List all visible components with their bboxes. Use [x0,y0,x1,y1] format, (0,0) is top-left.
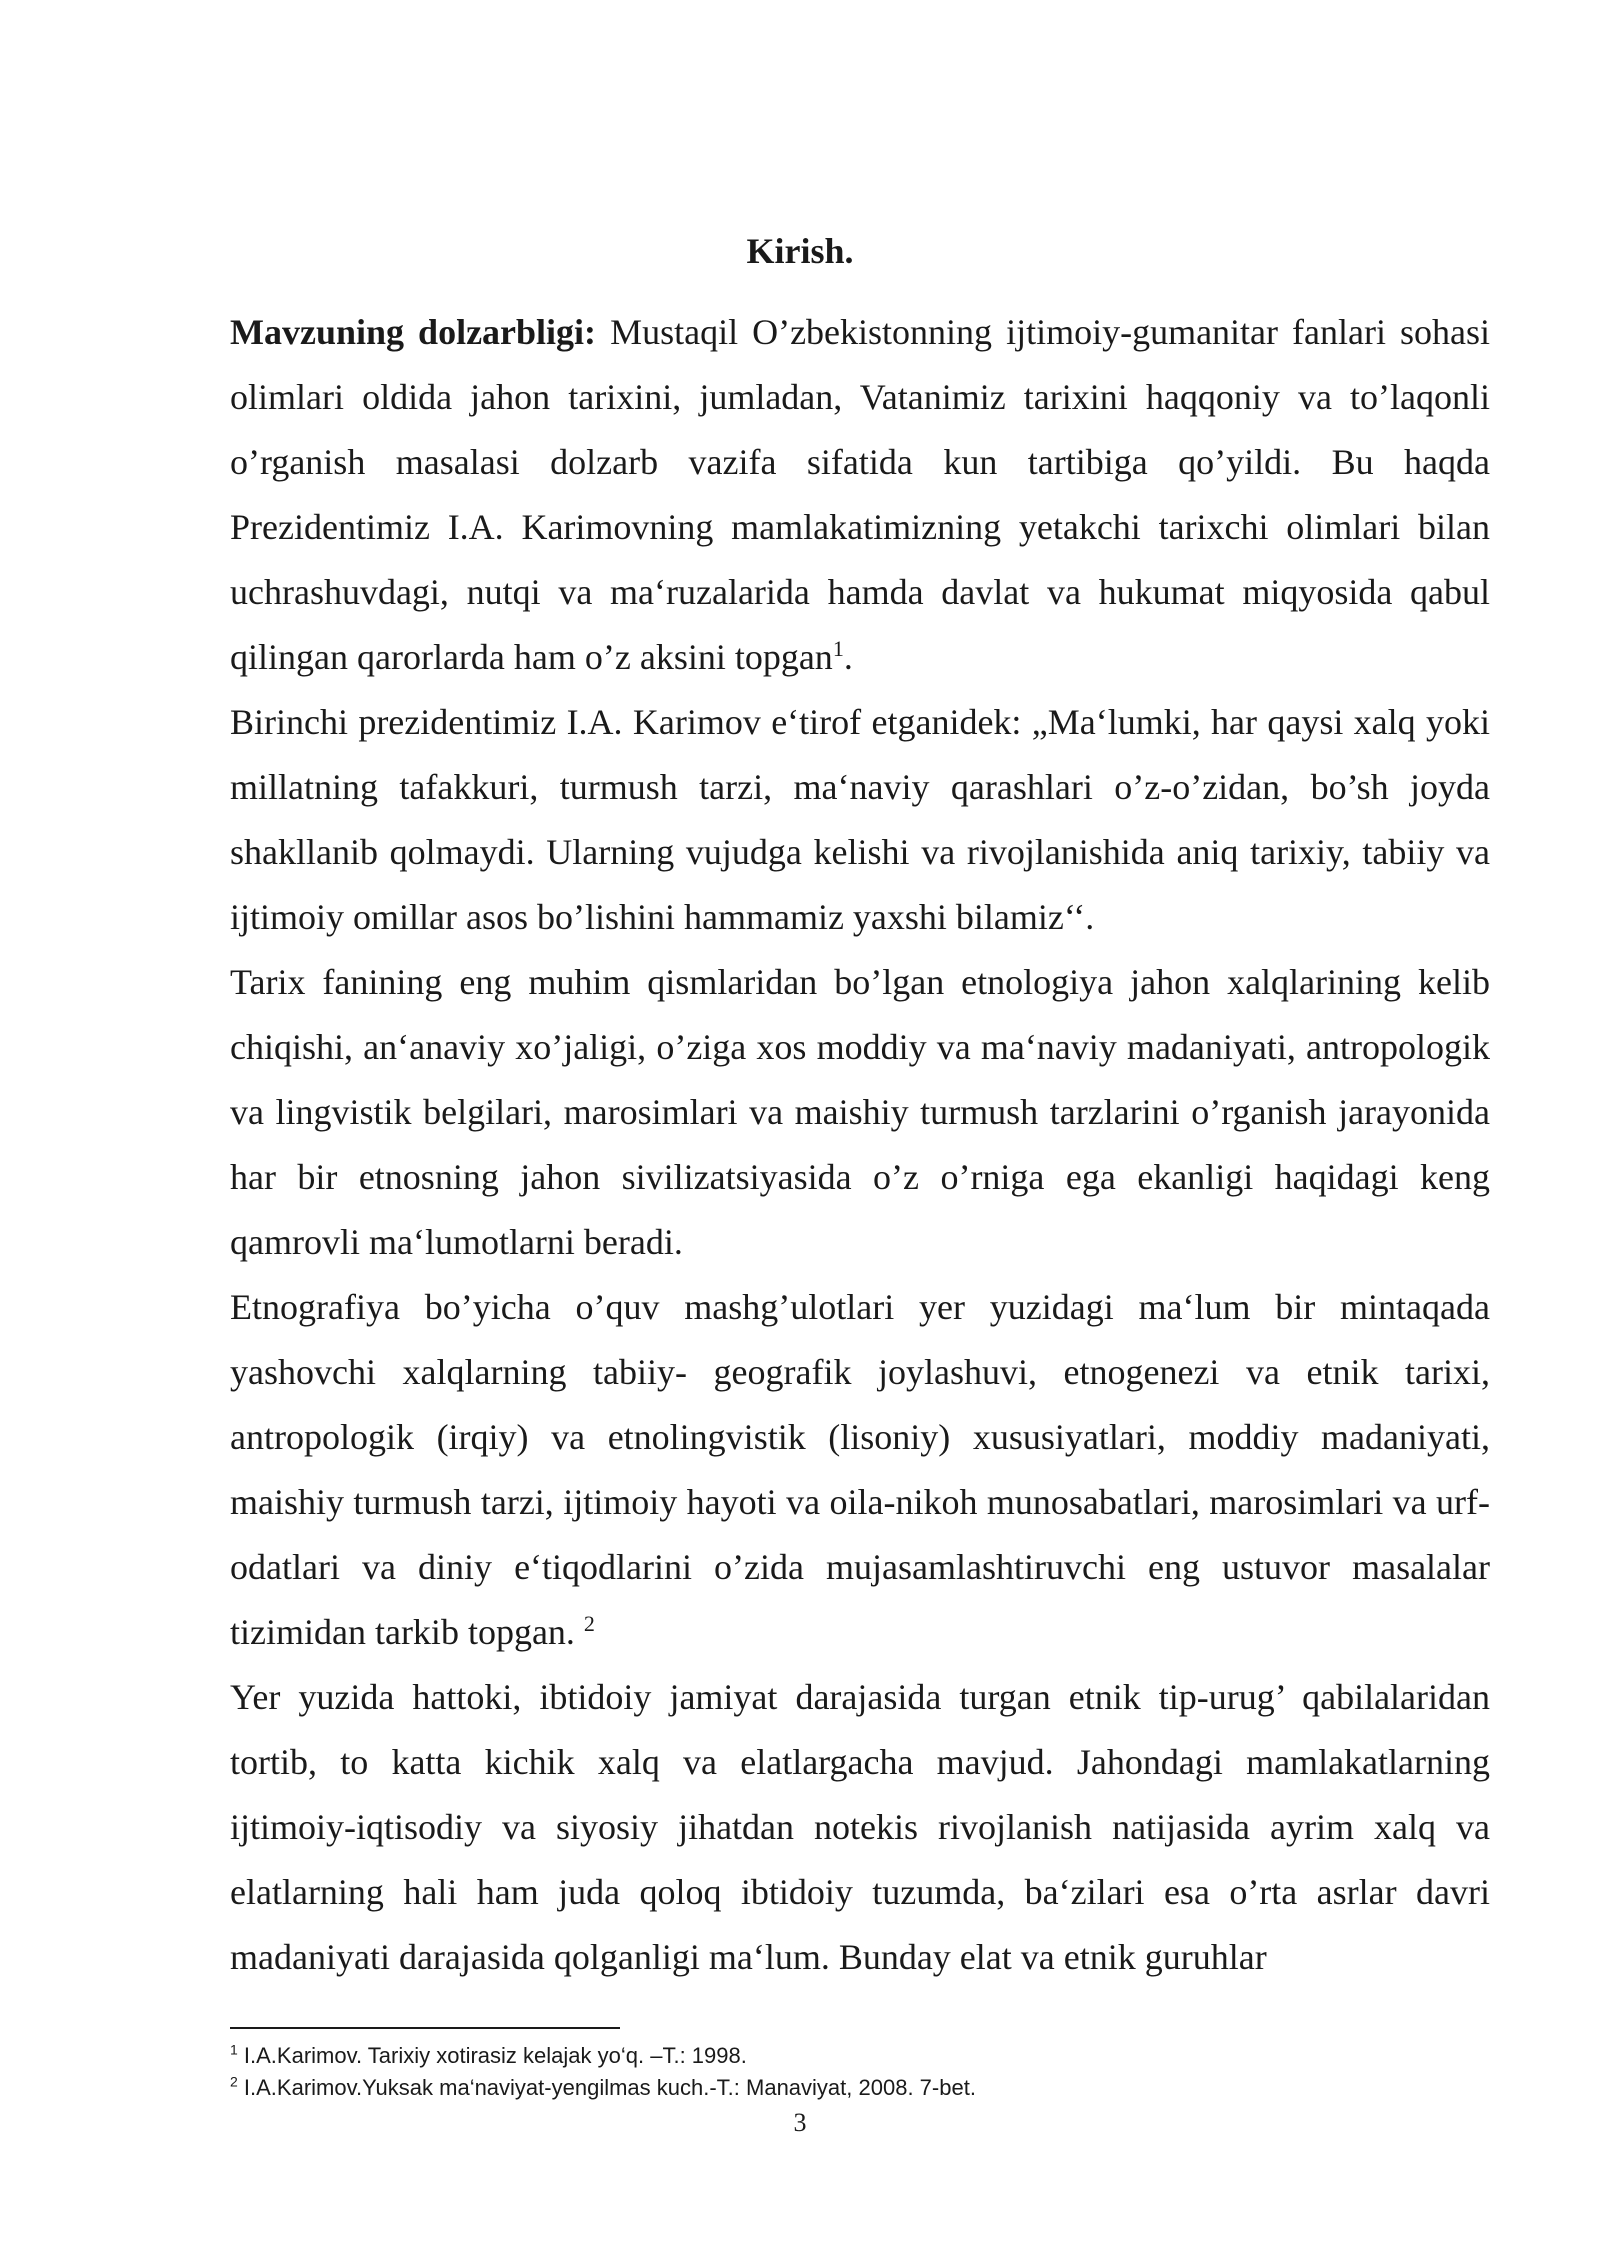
footnote-reference: 2 [583,1611,595,1636]
footnote-reference: 1 [832,636,844,661]
paragraph-karimov-quote [230,690,1490,950]
paragraph-text: Birinchi prezidentimiz I.A. Karimov e‘tirof etganidek: „Ma‘lumki, har qaysi xalq yoki millatning tafakkuri, turmush tarzi, ma‘naviy qarashlari o’z-o’zidan, bo’sh joyda shakllanib qolmaydi. Ularning vujudga kelishi va rivojlanishida aniq tarixiy, tabiiy va ijtimoiy omillar asos bo’lishini hammamiz yaxshi bilamiz‘‘. [230,702,1490,937]
paragraph-ethnology [230,950,1490,1275]
paragraph-text: Yer yuzida hattoki, ibtidoiy jamiyat darajasida turgan etnik tip-urug’ qabilalaridan tortib, to katta kichik xalq va elatlargacha mavjud. Jahondagi mamlakatlarning ijtimoiy-iqtisodiy va siyosiy jihatdan notekis rivojlanish natijasida ayrim xalq va elatlarning hali ham juda qoloq ibtidoiy tuzumda, ba‘zilari esa o’rta asrlar davri madaniyati darajasida qolganligi ma‘lum. Bunday elat va etnik guruhlar [230,1677,1490,1977]
document-title: Kirish. [746,231,854,271]
footnote-mark: 2 [230,2073,238,2090]
document-body [230,300,1490,1990]
footnotes [230,2040,1490,2104]
paragraph-peoples [230,1665,1490,1990]
footnote-text: I.A.Karimov. Tarixiy xotirasiz kelajak yo‘q. –T.: 1998. [237,2043,747,2068]
footnote-text: I.A.Karimov.Yuksak ma‘naviyat-yengilmas kuch.-T.: Manaviyat, 2008. 7-bet. [237,2075,976,2100]
footnote-2 [230,2072,1490,2104]
footnote-divider [230,2027,620,2029]
footnote-1 [230,2040,1490,2072]
footnote-mark: 1 [230,2041,238,2058]
page-number: 3 [793,2108,807,2137]
paragraph-text: Tarix fanining eng muhim qismlaridan bo’lgan etnologiya jahon xalqlarining kelib chiqishi, an‘anaviy xo’jaligi, o’ziga xos moddiy va ma‘naviy madaniyati, antropologik va lingvistik belgilari, marosimlari va maishiy turmush tarzlarini o’rganish jarayonida har bir etnosning jahon sivilizatsiyasida o’z o’rniga ega ekanligi haqidagi keng qamrovli ma‘lumotlarni beradi. [230,962,1490,1262]
paragraph-relevance [230,300,1490,690]
paragraph-text-end: . [843,637,853,677]
paragraph-text: Etnografiya bo’yicha o’quv mashg’ulotlari yer yuzidagi ma‘lum bir mintaqada yashovchi xalqlarning tabiiy- geografik joylashuvi, etnogenezi va etnik tarixi, antropologik (irqiy) va etnolingvistik (lisoniy) xususiyatlari, moddiy madaniyati, maishiy turmush tarzi, ijtimoiy hayoti va oila-nikoh munosabatlari, marosimlari va urf-odatlari va diniy e‘tiqodlarini o’zida mujasamlashtiruvchi eng ustuvor masalalar tizimidan tarkib topgan. [230,1287,1490,1652]
paragraph-ethnography [230,1275,1490,1665]
paragraph-lead-heading: Mavzuning dolzarbligi: [230,312,597,352]
paragraph-text: Mustaqil O’zbekistonning ijtimoiy-gumanitar fanlari sohasi olimlari oldida jahon tarixini, jumladan, Vatanimiz tarixini haqqoniy va to’laqonli o’rganish masalasi dolzarb vazifa sifatida kun tartibiga qo’yildi. Bu haqda Prezidentimiz I.A. Karimovning mamlakatimizning yetakchi tarixchi olimlari bilan uchrashuvdagi, nutqi va ma‘ruzalarida hamda davlat va hukumat miqyosida qabul qilingan qarorlarda ham o’z aksini topgan [230,312,1490,677]
